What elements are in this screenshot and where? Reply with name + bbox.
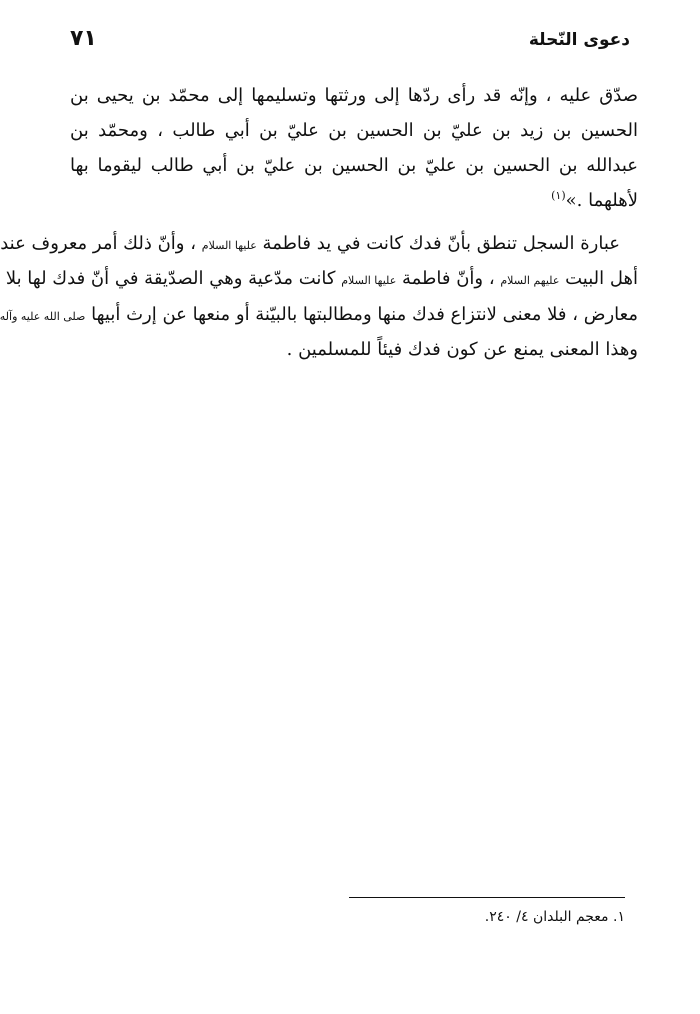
body-text [0, 78, 638, 367]
paragraph-1-line-2: الحسين بن زيد بن عليّ بن الحسين بن عليّ بن أبي طالب ، ومحمّد بن [70, 120, 638, 142]
paragraph-2-line-2-b: ، وأنّ فاطمة [402, 268, 495, 290]
paragraph-2-line-3-a: معارض ، فلا معنى لانتزاع فدك منها ومطالبتها بالبيّنة أو منعها عن إرث أبيها [91, 303, 638, 325]
paragraph-1-line-4-text: لأهلهما .» [565, 190, 638, 212]
footnote-reference: (١) [551, 189, 566, 203]
paragraph-2-line-3 [0, 297, 638, 332]
footnote: ١. معجم البلدان ٤/ ٢٤٠. [484, 909, 625, 925]
page-number: ٧١ [70, 26, 97, 51]
paragraph-2-line-2-a: أهل البيت [565, 268, 638, 290]
paragraph-2-line-2 [5, 261, 638, 296]
paragraph-1-line-3: عبدالله بن الحسين بن عليّ بن الحسين بن عليّ بن أبي طالب ليقوما بها [70, 155, 638, 177]
footnote-divider [349, 897, 625, 898]
paragraph-gap [70, 218, 638, 226]
paragraph-2-line-1-b: ، وأنّ ذلك أمر معروف عند [0, 233, 197, 255]
paragraph-2-line-1 [0, 226, 638, 261]
blessing-fatima-1: عليها السلام [201, 239, 257, 253]
running-head [70, 26, 630, 62]
paragraph-2-line-2-c: كانت مدّعية وهي الصدّيقة في أنّ فدك لها بلا [5, 268, 336, 290]
blessing-fatima-2: عليها السلام [341, 274, 397, 288]
paragraph-2-line-1-a: عبارة السجل تنطق بأنّ فدك كانت في يد فاطمة [262, 233, 620, 255]
paragraph-2-line-4: وهذا المعنى يمنع عن كون فدك فيئاً للمسلمين . [286, 338, 638, 360]
running-title: دعوى النّحلة [528, 30, 630, 50]
paragraph-1-line-4 [70, 183, 638, 218]
paragraph-1-line-1: صدّق عليه ، وإنّه قد رأى ردّها إلى ورثتها وتسليمها إلى محمّد بن يحيى بن [70, 85, 638, 106]
blessing-ahl-al-bayt: عليهم السلام [500, 274, 560, 288]
blessing-prophet: صلى الله عليه وآله [0, 309, 86, 323]
